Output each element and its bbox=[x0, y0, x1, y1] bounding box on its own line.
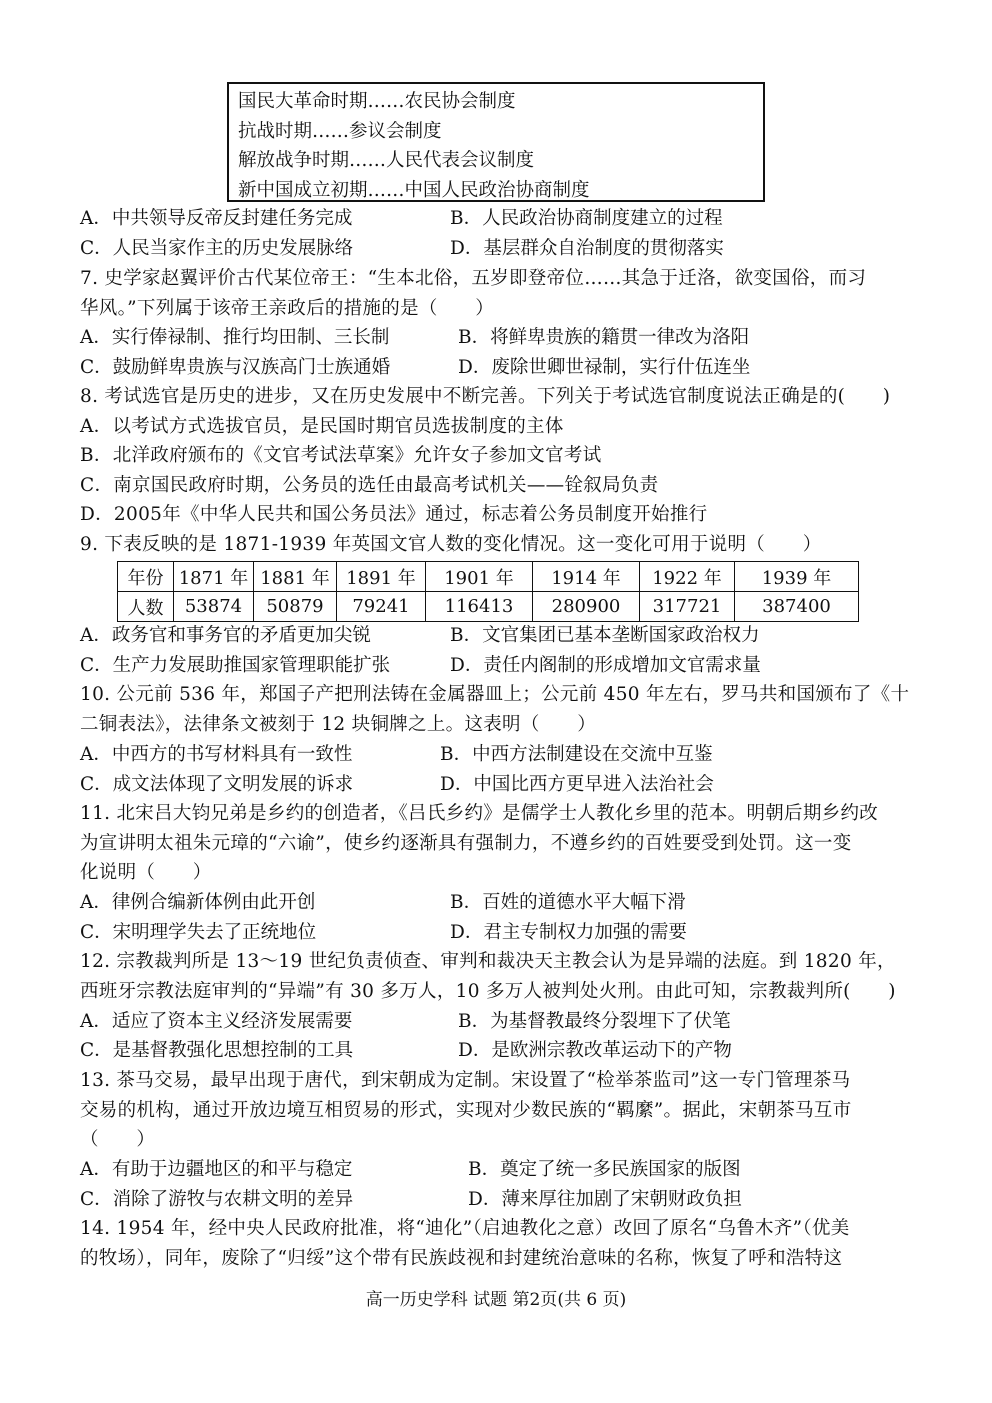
q12-stem: 12. 宗教裁判所是 13～19 世纪负责侦查、审判和裁决天主教会认为是异端的法庭。到 1820 年， bbox=[80, 951, 896, 972]
q13-option-row bbox=[80, 1155, 922, 1185]
q12-option-c: C．是基督教强化思想控制的工具 bbox=[80, 1040, 354, 1061]
table-cell: 1901 年 bbox=[426, 562, 533, 592]
q7-option-row bbox=[80, 353, 922, 383]
table-cell-label: 人数 bbox=[118, 592, 174, 622]
table-cell: 387400 bbox=[735, 592, 859, 622]
q9-stem: 9. 下表反映的是 1871-1939 年英国文官人数的变化情况。这一变化可用于说明（ ） bbox=[80, 534, 822, 555]
table-cell: 79241 bbox=[337, 592, 426, 622]
table-cell: 280900 bbox=[533, 592, 640, 622]
q7-option-row bbox=[80, 323, 922, 353]
q11-stem: 为宣讲明太祖朱元璋的“六谕”，使乡约逐渐具有强制力，不遵乡约的百姓要受到处罚。这一变 bbox=[80, 833, 852, 854]
table-cell: 1914 年 bbox=[533, 562, 640, 592]
q12-option-b: B．为基督教最终分裂埋下了伏笔 bbox=[458, 1011, 731, 1032]
box-line: 国民大革命时期……农民协会制度 bbox=[238, 91, 516, 112]
q12-option-d: D．是欧洲宗教改革运动下的产物 bbox=[458, 1040, 732, 1061]
q8-option-d: D．2005年《中华人民共和国公务员法》通过，标志着公务员制度开始推行 bbox=[80, 504, 708, 525]
q6-option-row bbox=[80, 234, 922, 264]
q8-option-c: C．南京国民政府时期，公务员的选任由最高考试机关——铨叙局负责 bbox=[80, 475, 659, 496]
q13-option-b: B．奠定了统一多民族国家的版图 bbox=[468, 1159, 741, 1180]
q9-option-row bbox=[80, 621, 922, 651]
q7-option-b: B．将鲜卑贵族的籍贯一律改为洛阳 bbox=[458, 327, 750, 348]
q11-option-row bbox=[80, 888, 922, 918]
q10-option-c: C．成文法体现了文明发展的诉求 bbox=[80, 774, 354, 795]
institution-timeline-box bbox=[227, 82, 765, 202]
table-cell: 1939 年 bbox=[735, 562, 859, 592]
q12-option-row bbox=[80, 1007, 922, 1037]
table-row-year bbox=[118, 562, 859, 592]
q11-option-d: D．君主专制权力加强的需要 bbox=[450, 922, 687, 943]
q10-option-d: D．中国比西方更早进入法治社会 bbox=[440, 774, 714, 795]
table-cell: 1871 年 bbox=[174, 562, 254, 592]
q13-option-row bbox=[80, 1185, 922, 1215]
q6-option-d: D．基层群众自治制度的贯彻落实 bbox=[450, 238, 724, 259]
q11-option-row bbox=[80, 918, 922, 948]
q7-option-c: C．鼓励鲜卑贵族与汉族高门士族通婚 bbox=[80, 357, 391, 378]
q9-option-b: B．文官集团已基本垄断国家政治权力 bbox=[450, 625, 760, 646]
q9-option-row bbox=[80, 651, 922, 681]
q12-option-a: A．适应了资本主义经济发展需要 bbox=[80, 1011, 353, 1032]
table-cell: 116413 bbox=[426, 592, 533, 622]
table-cell-label: 年份 bbox=[118, 562, 174, 592]
box-line: 新中国成立初期……中国人民政治协商制度 bbox=[238, 179, 590, 201]
q9-option-c: C．生产力发展助推国家管理职能扩张 bbox=[80, 655, 391, 676]
q10-option-a: A．中西方的书写材料具有一致性 bbox=[80, 744, 353, 765]
q10-stem: 二铜表法》，法律条文被刻于 12 块铜牌之上。这表明（ ） bbox=[80, 714, 597, 735]
q11-option-c: C．宋明理学失去了正统地位 bbox=[80, 922, 317, 943]
table-cell: 1881 年 bbox=[254, 562, 337, 592]
civil-servant-table bbox=[117, 561, 859, 622]
q11-option-a: A．律例合编新体例由此开创 bbox=[80, 892, 316, 913]
q7-stem: 华风。”下列属于该帝王亲政后的措施的是（ ） bbox=[80, 298, 495, 319]
q12-option-row bbox=[80, 1036, 922, 1066]
q6-option-c: C．人民当家作主的历史发展脉络 bbox=[80, 238, 354, 259]
table-cell: 1891 年 bbox=[337, 562, 426, 592]
q14-stem: 的牧场），同年，废除了“归绥”这个带有民族歧视和封建统治意味的名称，恢复了呼和浩特这 bbox=[80, 1248, 843, 1269]
box-line: 解放战争时期……人民代表会议制度 bbox=[238, 150, 535, 171]
q8-stem: 8. 考试选官是历史的进步，又在历史发展中不断完善。下列关于考试选官制度说法正确是的( ) bbox=[80, 386, 891, 407]
q13-option-c: C．消除了游牧与农耕文明的差异 bbox=[80, 1189, 354, 1210]
q12-stem: 西班牙宗教法庭审判的“异端”有 30 多万人，10 多万人被判处火刑。由此可知，宗教裁判所( ) bbox=[80, 981, 896, 1002]
q13-stem: 交易的机构，通过开放边境互相贸易的形式，实现对少数民族的“羁縻”。据此，宋朝茶马互市 bbox=[80, 1100, 852, 1121]
table-cell: 53874 bbox=[174, 592, 254, 622]
q11-option-b: B．百姓的道德水平大幅下滑 bbox=[450, 892, 686, 913]
table-row-count bbox=[118, 592, 859, 622]
q13-option-a: A．有助于边疆地区的和平与稳定 bbox=[80, 1159, 353, 1180]
q10-option-row bbox=[80, 770, 922, 800]
table-cell: 1922 年 bbox=[640, 562, 735, 592]
table-cell: 317721 bbox=[640, 592, 735, 622]
q10-option-row bbox=[80, 740, 922, 770]
q8-option-b: B．北洋政府颁布的《文官考试法草案》允许女子参加文官考试 bbox=[80, 445, 602, 466]
q11-stem: 化说明（ ） bbox=[80, 862, 212, 883]
q7-stem: 7. 史学家赵翼评价古代某位帝王：“生本北俗，五岁即登帝位……其急于迁洛，欲变国俗，而习 bbox=[80, 268, 867, 289]
q8-option-a: A．以考试方式选拔官员，是民国时期官员选拔制度的主体 bbox=[80, 416, 564, 437]
q13-option-d: D．薄来厚往加剧了宋朝财政负担 bbox=[468, 1189, 742, 1210]
q6-option-a: A．中共领导反帝反封建任务完成 bbox=[80, 208, 353, 229]
q10-stem: 10. 公元前 536 年，郑国子产把刑法铸在金属器皿上；公元前 450 年左右，罗马共和国颁布了《十 bbox=[80, 684, 910, 705]
table-cell: 50879 bbox=[254, 592, 337, 622]
box-line: 抗战时期……参议会制度 bbox=[238, 120, 442, 142]
q7-option-a: A．实行俸禄制、推行均田制、三长制 bbox=[80, 327, 390, 348]
q9-option-a: A．政务官和事务官的矛盾更加尖锐 bbox=[80, 625, 371, 646]
q9-option-d: D．责任内阁制的形成增加文官需求量 bbox=[450, 655, 761, 676]
q6-option-b: B．人民政治协商制度建立的过程 bbox=[450, 208, 723, 229]
q11-stem: 11. 北宋吕大钧兄弟是乡约的创造者，《吕氏乡约》是儒学士人教化乡里的范本。明朝后期乡约改 bbox=[80, 803, 879, 824]
page-footer: 高一历史学科 试题 第2页(共 6 页) bbox=[365, 1290, 627, 1310]
q13-stem: 13. 茶马交易，最早出现于唐代，到宋朝成为定制。宋设置了“检举茶监司”这一专门管理茶马 bbox=[80, 1070, 851, 1091]
q10-option-b: B．中西方法制建设在交流中互鉴 bbox=[440, 744, 713, 765]
q14-stem: 14. 1954 年，经中央人民政府批准，将“迪化”（启迪教化之意）改回了原名“乌鲁木齐”（优美 bbox=[80, 1218, 850, 1239]
q6-option-row bbox=[80, 204, 922, 234]
q7-option-d: D．废除世卿世禄制，实行什伍连坐 bbox=[458, 357, 751, 378]
q13-stem: （ ） bbox=[80, 1129, 156, 1150]
